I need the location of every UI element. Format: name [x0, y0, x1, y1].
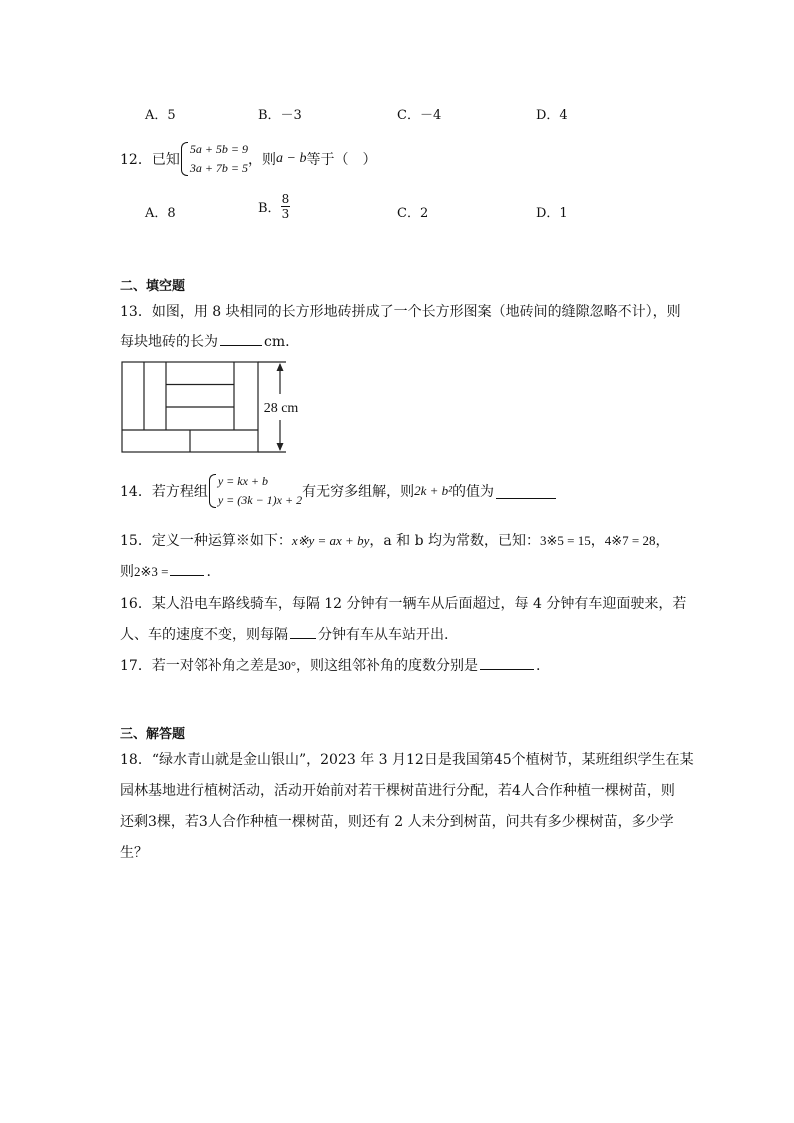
q14-mid: 有无穷多组解，则 — [302, 484, 415, 500]
q16-line1: 16．某人沿电车路线骑车，每隔 12 分钟有一辆车从后面超过，每 4 分钟有车迎面驶来，若 — [120, 596, 687, 612]
q11-option-a: A．5 — [145, 108, 176, 123]
q13-dimension-label: 28 cm — [263, 401, 299, 416]
dimension-arrow-down — [277, 443, 284, 451]
q12-option-b-letter: B． — [258, 201, 281, 216]
q11-option-b: B．－3 — [258, 108, 302, 123]
q14-post: 的值为 — [452, 484, 495, 500]
q13-line2 — [120, 331, 290, 351]
q18-line1: 18．“绿水青山就是金山银山”，2023 年 3 月12日是我国第45个植树节，某班组织学生在某 — [120, 752, 694, 768]
q12-option-d: D．1 — [536, 206, 568, 221]
q15-end: ， — [655, 533, 670, 549]
q13-unit: cm — [264, 334, 286, 350]
q15-line2-post: . — [206, 564, 211, 580]
q17-mid: ，则这组邻补角的度数分别是 — [296, 658, 479, 674]
q12-option-b-fraction — [281, 192, 291, 221]
q16-line2-pre: 人、车的速度不变，则每隔 — [120, 627, 288, 643]
q14-equation-system — [208, 472, 302, 510]
q14-answer-blank — [496, 484, 556, 499]
q15-known-2: 4※7 = 28 — [604, 533, 656, 548]
q17-pre: 17．若一对邻补角之差是 — [120, 658, 278, 674]
fraction-denominator: 3 — [281, 207, 290, 221]
q16-line2 — [120, 624, 448, 644]
q12-eq1: 5a + 5b = 9 — [189, 142, 249, 156]
q14-eq2: y = (3k − 1)x + 2 — [217, 493, 303, 507]
q12-option-a: A．8 — [145, 206, 176, 221]
q13-line1: 13．如图，用 8 块相同的长方形地砖拼成了一个长方形图案（地砖间的缝隙忽略不计），则 — [120, 304, 681, 320]
q12-suffix-post: 等于（ ） — [306, 152, 377, 168]
q16-line2-post: 分钟有车从车站开出. — [318, 627, 449, 643]
section-2-heading: 二、填空题 — [120, 279, 186, 294]
q18-line4: 生？ — [120, 845, 148, 861]
q14-eq1: y = kx + b — [217, 474, 269, 488]
q15-mid: ，a 和 b 均为常数，已知： — [369, 533, 541, 549]
q15-line2-pre: 则 — [120, 564, 134, 580]
q15-line1 — [120, 530, 670, 550]
q12-option-c: C．2 — [397, 206, 429, 221]
q12-prefix: 12．已知 — [120, 152, 180, 168]
q11-option-c: C．－4 — [397, 108, 442, 123]
q15-known-1: 3※5 = 15 — [540, 533, 591, 548]
q12-option-b — [258, 192, 290, 221]
question-14 — [120, 470, 558, 512]
q13-line2-pre: 每块地砖的长为 — [120, 334, 218, 350]
q11-option-d: D．4 — [536, 108, 568, 123]
q15-answer-blank — [170, 561, 204, 576]
q16-answer-blank — [290, 624, 316, 639]
question-17 — [120, 655, 540, 675]
q17-post: . — [536, 658, 541, 674]
q15-definition: x※y = ax + by — [291, 533, 370, 548]
q17-answer-blank — [480, 655, 534, 670]
q15-line2-expr: 2※3 = — [134, 564, 169, 579]
q14-expr: 2k + b² — [414, 483, 453, 498]
q12-expr: a − b — [276, 151, 307, 166]
q13-line2-post: . — [285, 334, 290, 350]
section-3-heading: 三、解答题 — [120, 727, 186, 742]
q13-answer-blank — [220, 331, 262, 346]
q14-pre: 14．若方程组 — [120, 484, 208, 500]
dimension-arrow-up — [277, 363, 284, 371]
q18-line2: 园林基地进行植树活动，活动开始前对若干棵树苗进行分配，若4人合作种植一棵树苗，则 — [120, 783, 675, 799]
question-12 — [120, 138, 376, 180]
q18-line3: 还剩3棵，若3人合作种植一棵树苗，则还有 2 人未分到树苗，问共有多少棵树苗，多少学 — [120, 814, 674, 830]
q17-angle: 30° — [277, 658, 297, 673]
fraction-numerator: 8 — [281, 192, 290, 206]
q12-suffix-pre: ，则 — [248, 152, 277, 168]
q15-pre: 15．定义一种运算※如下： — [120, 533, 292, 549]
q12-equation-system — [180, 140, 248, 178]
q12-eq2: 3a + 7b = 5 — [189, 161, 249, 175]
q15-line2 — [120, 561, 211, 581]
q15-sep: ， — [590, 533, 605, 549]
q13-tile-figure — [118, 358, 308, 456]
